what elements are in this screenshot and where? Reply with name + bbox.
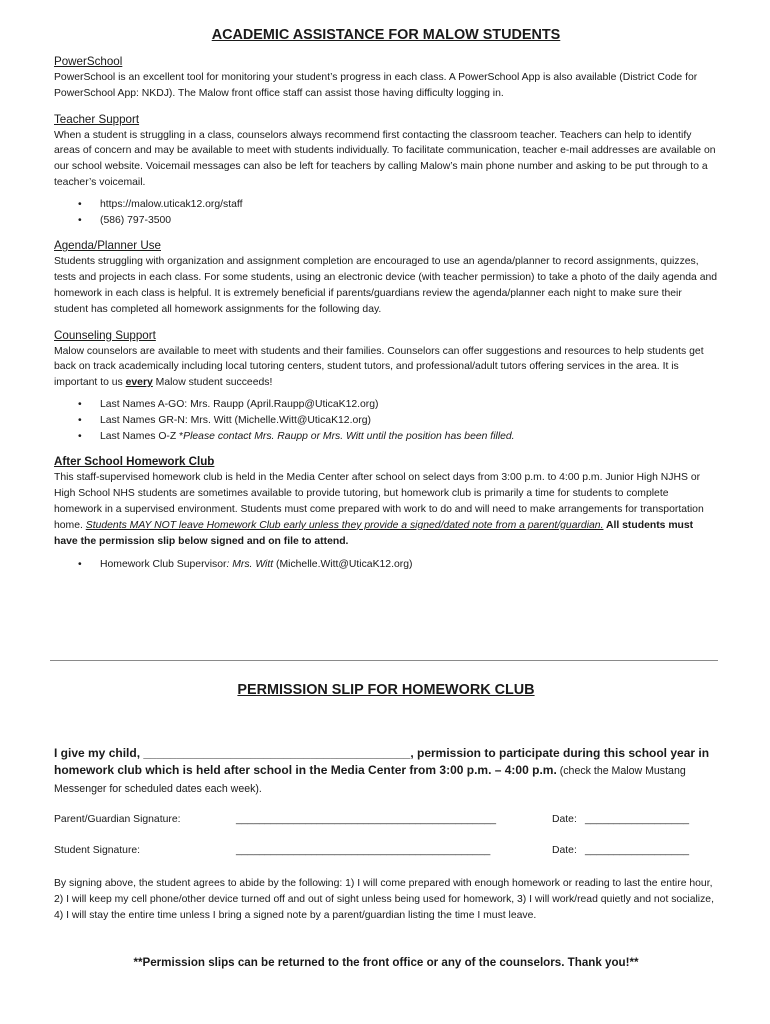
teacher-support-heading: Teacher Support <box>54 112 140 126</box>
parent-date-field[interactable]: __________________ <box>585 814 690 825</box>
counseling-body-end: Malow student succeeds! <box>152 377 273 389</box>
homework-club-warning: Students MAY NOT leave Homework Club early unless they provide a signed/dated note from a parent/guardian. <box>85 519 604 531</box>
parent-signature-label: Parent/Guardian Signature: <box>54 814 181 825</box>
homework-club-text: This staff-supervised homework club is held in the Media Center after school on select days from 3:00 p.m. to 4:00 p.m. Junior High NJHS or High School NHS students are sometimes available to provide tutoring, but homework club is primarily a time for students to complete homework in a supervised environment. Students must come prepared with work to do and will need to make arrangements for transportation home. <box>54 472 704 531</box>
parent-date-label: Date: <box>552 814 577 825</box>
teacher-support-body: When a student is struggling in a class, counselors always recommend first contacting the classroom teacher. Teachers can help to identify areas of concern and may be available to meet with students individually. To facilitate communication, teacher e-mail addresses are available on our school website. Voicemail messages can also be left for teachers by calling Malow’s main phone number and asking to be put through to a teacher’s voicemail. <box>54 129 716 188</box>
permission-slip-title: PERMISSION SLIP FOR HOMEWORK CLUB <box>237 682 535 698</box>
powerschool-heading: PowerSchool <box>54 55 123 68</box>
agenda-heading: Agenda/Planner Use <box>54 239 161 253</box>
supervisor-name: : Mrs. Witt <box>226 559 277 571</box>
cut-line-divider <box>50 660 718 661</box>
powerschool-section <box>54 54 718 102</box>
homework-club-bold-note: All students must have the permission slip below signed and on file to attend. <box>54 519 694 547</box>
teacher-support-section <box>54 112 718 229</box>
agenda-section <box>54 238 718 317</box>
counseling-emphasis: every <box>125 377 153 389</box>
student-signature-label: Student Signature: <box>54 845 141 856</box>
student-date-field[interactable]: __________________ <box>585 845 690 856</box>
page-title: ACADEMIC ASSISTANCE FOR MALOW STUDENTS <box>211 27 561 43</box>
supervisor-lead: Homework Club Supervisor <box>100 559 227 571</box>
student-signature-row <box>54 843 718 859</box>
supervisor-email: (Michelle.Witt@UticaK12.org) <box>276 559 413 571</box>
counselor-o-z-lead: Last Names O-Z * <box>100 430 184 442</box>
powerschool-body: PowerSchool is an excellent tool for monitoring your student’s progress in each class. A PowerSchool App is also available (District Code for PowerSchool App: NKDJ). The Malow front office staff can assist those having difficulty logging in. <box>54 72 698 99</box>
counselor-o-z <box>54 429 718 445</box>
teacher-support-list <box>54 197 718 229</box>
student-signature-field[interactable]: ____________________________________________ <box>236 845 491 856</box>
counseling-heading: Counseling Support <box>54 328 156 342</box>
homework-club-list <box>54 557 718 573</box>
counselor-gr-n: • Last Names GR-N: Mrs. Witt (Michelle.Witt@UticaK12.org) <box>54 413 718 429</box>
student-date-label: Date: <box>552 845 577 856</box>
homework-club-body <box>54 470 718 549</box>
consent-statement <box>54 745 718 798</box>
return-instructions: **Permission slips can be returned to the front office or any of the counselors. Thank you!** <box>133 956 639 969</box>
counseling-body-start: Malow counselors are available to meet with students and their families. Counselors can offer suggestions and resources to help students get back on track academically including local tutoring centers, student tutors, and professional/adult tutors offering services in the area. It is important to us <box>54 345 704 389</box>
consent-statement-rest: (check the Malow Mustang Messenger for scheduled dates each week). <box>54 765 686 795</box>
agreement-terms: By signing above, the student agrees to abide by the following: 1) I will come prepared with enough homework or reading to last the entire hour, 2) I will keep my cell phone/other device turned off and out of sight unless being used for homework, 3) I will work/read quietly and not socialize, 4) I will stay the entire time unless I bring a signed note by a parent/guardian listing the time I must leave. <box>54 878 714 921</box>
consent-statement-bold: I give my child, ________________________________________, permission to participate during this school year in homework club which is held after school in the Media Center from 3:00 p.m. – 4:00 p.m. <box>54 746 710 777</box>
parent-signature-row <box>54 812 718 828</box>
counseling-section <box>54 328 718 445</box>
counselor-list <box>54 397 718 444</box>
counselor-a-go: • Last Names A-GO: Mrs. Raupp (April.Raupp@UticaK12.org) <box>54 397 718 413</box>
agenda-body: Students struggling with organization and assignment completion are encouraged to use an agenda/planner to record assignments, quizzes, tests and projects in each class. For some students, using an electronic device (with teacher permission) to take a photo of the daily agenda and homework in each class is helpful. It is extremely beneficial if parents/guardians review the agenda/planner each night to make sure their student has completed all homework assignments for the following day. <box>54 256 718 315</box>
counselor-o-z-note: Please contact Mrs. Raupp or Mrs. Witt until the position has been filled. <box>183 430 515 442</box>
main-phone-number: • (586) 797-3500 <box>54 213 718 229</box>
homework-club-section <box>54 454 718 573</box>
counseling-body <box>54 344 718 391</box>
homework-club-heading: After School Homework Club <box>54 455 215 469</box>
academic-assistance-section <box>54 26 718 573</box>
homework-club-supervisor <box>54 557 718 573</box>
staff-url-link[interactable]: • https://malow.uticak12.org/staff <box>54 197 718 213</box>
parent-signature-field[interactable]: _____________________________________________ <box>236 814 497 825</box>
